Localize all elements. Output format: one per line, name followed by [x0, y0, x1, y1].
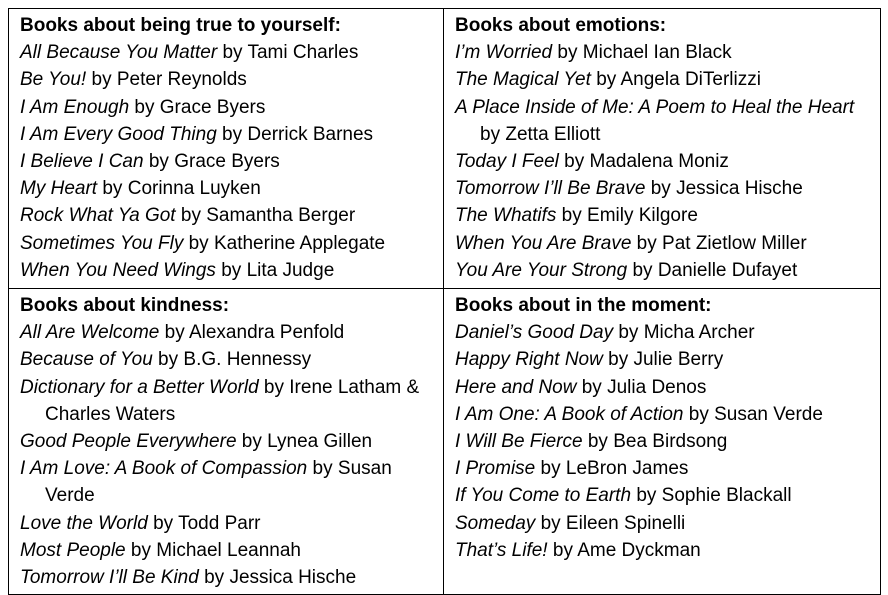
book-entry: [20, 564, 434, 591]
book-title: Happy Right Now: [455, 349, 603, 371]
book-author: Zetta Elliott: [505, 123, 601, 145]
book-entry: [20, 121, 434, 148]
book-entry: [455, 455, 871, 482]
book-entry: [455, 39, 871, 66]
by-connector: by: [204, 567, 225, 589]
book-title: When You Need Wings: [20, 259, 216, 281]
book-title: When You Are Brave: [455, 232, 632, 254]
book-title: Love the World: [20, 512, 148, 534]
book-entry: [455, 401, 871, 428]
table-row: [9, 289, 881, 595]
by-connector: by: [164, 322, 185, 344]
book-title: The Magical Yet: [455, 69, 591, 91]
book-entry: [455, 230, 871, 257]
book-title: The Whatifs: [455, 205, 557, 227]
by-connector: by: [241, 431, 262, 453]
book-author: Sophie Blackall: [661, 485, 792, 507]
book-list: [20, 319, 434, 591]
by-connector: by: [587, 431, 608, 453]
by-connector: by: [564, 151, 585, 173]
by-connector: by: [636, 232, 657, 254]
by-connector: by: [221, 259, 242, 281]
by-connector: by: [581, 376, 602, 398]
book-title: Today I Feel: [455, 151, 559, 173]
by-connector: by: [618, 322, 639, 344]
book-title: All Are Welcome: [20, 322, 160, 344]
book-title: I’m Worried: [455, 42, 553, 64]
by-connector: by: [596, 69, 617, 91]
book-author: Peter Reynolds: [116, 69, 247, 91]
book-entry: [20, 537, 434, 564]
by-connector: by: [632, 259, 653, 281]
book-author: Eileen Spinelli: [565, 512, 686, 534]
section-in-the-moment: [444, 289, 881, 595]
book-title: If You Come to Earth: [455, 485, 632, 507]
book-title: Daniel’s Good Day: [455, 322, 614, 344]
book-entry: [20, 66, 434, 93]
by-connector: by: [263, 376, 284, 398]
book-entry: [455, 346, 871, 373]
book-entry: [455, 319, 871, 346]
by-connector: by: [134, 96, 155, 118]
book-entry: [455, 148, 871, 175]
by-connector: by: [222, 123, 243, 145]
book-author: Michael Leannah: [156, 539, 301, 561]
by-connector: by: [130, 539, 151, 561]
book-entry: [455, 537, 871, 564]
by-connector: by: [540, 458, 561, 480]
book-entry: [455, 202, 871, 229]
book-title: I Will Be Fierce: [455, 431, 583, 453]
by-connector: by: [557, 42, 578, 64]
book-title: Someday: [455, 512, 536, 534]
book-title: Most People: [20, 539, 126, 561]
by-connector: by: [561, 205, 582, 227]
section-heading: Books about emotions:: [455, 15, 667, 36]
book-author: Angela DiTerlizzi: [620, 69, 761, 91]
book-entry: [455, 510, 871, 537]
book-list: [20, 39, 434, 284]
book-title: Good People Everywhere: [20, 431, 237, 453]
by-connector: by: [552, 539, 573, 561]
book-entry: [455, 428, 871, 455]
book-author: Grace Byers: [159, 96, 266, 118]
book-entry: [20, 374, 434, 428]
book-author: Pat Zietlow Miller: [662, 232, 807, 254]
table-row: [9, 9, 881, 289]
book-author: Michael Ian Black: [582, 42, 732, 64]
book-entry: [455, 482, 871, 509]
section-being-true-to-yourself: [9, 9, 444, 289]
book-title: Because of You: [20, 349, 153, 371]
book-title: Tomorrow I’ll Be Brave: [455, 178, 646, 200]
by-connector: by: [102, 178, 123, 200]
book-author: Micha Archer: [643, 322, 755, 344]
book-title: That’s Life!: [455, 539, 548, 561]
section-kindness: [9, 289, 444, 595]
book-entry: [455, 66, 871, 93]
book-title: My Heart: [20, 178, 98, 200]
by-connector: by: [91, 69, 112, 91]
book-author: Samantha Berger: [206, 205, 356, 227]
book-author: Ame Dyckman: [577, 539, 701, 561]
book-author: Irene Latham & Charles Waters: [45, 376, 420, 425]
book-entry: [20, 257, 434, 284]
section-heading: Books about being true to yourself:: [20, 15, 341, 36]
book-title: Here and Now: [455, 376, 577, 398]
book-author: Susan Verde: [714, 403, 823, 425]
book-author: Bea Birdsong: [613, 431, 728, 453]
book-title: A Place Inside of Me: A Poem to Heal the Heart: [455, 96, 855, 118]
book-entry: [20, 319, 434, 346]
book-author: Alexandra Penfold: [188, 322, 345, 344]
book-title: Sometimes You Fly: [20, 232, 184, 254]
book-title: I Am Enough: [20, 96, 130, 118]
book-author: Derrick Barnes: [247, 123, 374, 145]
book-author: Danielle Dufayet: [657, 259, 798, 281]
book-entry: [20, 39, 434, 66]
section-emotions: [444, 9, 881, 289]
book-entry: [20, 346, 434, 373]
book-entry: [20, 428, 434, 455]
book-author: Lita Judge: [246, 259, 335, 281]
by-connector: by: [688, 403, 709, 425]
book-author: Jessica Hische: [676, 178, 803, 200]
book-entry: [455, 175, 871, 202]
by-connector: by: [480, 123, 501, 145]
book-entry: [455, 94, 871, 148]
book-entry: [20, 94, 434, 121]
by-connector: by: [650, 178, 671, 200]
book-title: Tomorrow I’ll Be Kind: [20, 567, 199, 589]
book-title: Dictionary for a Better World: [20, 376, 259, 398]
book-title: I Believe I Can: [20, 151, 144, 173]
book-entry: [455, 257, 871, 284]
by-connector: by: [608, 349, 629, 371]
book-title: I Am Every Good Thing: [20, 123, 217, 145]
book-author: Julia Denos: [607, 376, 707, 398]
book-author: Susan Verde: [45, 458, 392, 507]
by-connector: by: [222, 42, 243, 64]
book-list: [455, 39, 871, 284]
by-connector: by: [180, 205, 201, 227]
by-connector: by: [158, 349, 179, 371]
book-entry: [20, 202, 434, 229]
section-heading: Books about kindness:: [20, 295, 230, 316]
by-connector: by: [188, 232, 209, 254]
by-connector: by: [636, 485, 657, 507]
book-author: Emily Kilgore: [587, 205, 698, 227]
by-connector: by: [153, 512, 174, 534]
book-title: All Because You Matter: [20, 42, 218, 64]
book-title: Rock What Ya Got: [20, 205, 176, 227]
book-entry: [20, 148, 434, 175]
book-entry: [20, 230, 434, 257]
book-author: Julie Berry: [633, 349, 724, 371]
book-title: I Promise: [455, 458, 536, 480]
book-author: Jessica Hische: [229, 567, 357, 589]
book-list-table: [8, 8, 881, 595]
book-author: LeBron James: [565, 458, 689, 480]
book-author: Corinna Luyken: [127, 178, 261, 200]
book-entry: [455, 374, 871, 401]
book-author: Madalena Moniz: [589, 151, 729, 173]
by-connector: by: [540, 512, 561, 534]
book-title: You Are Your Strong: [455, 259, 628, 281]
book-title: Be You!: [20, 69, 87, 91]
book-title: I Am One: A Book of Action: [455, 403, 684, 425]
book-author: Todd Parr: [178, 512, 261, 534]
by-connector: by: [148, 151, 169, 173]
book-title: I Am Love: A Book of Compassion: [20, 458, 308, 480]
book-author: Grace Byers: [174, 151, 280, 173]
book-entry: [20, 175, 434, 202]
by-connector: by: [312, 458, 333, 480]
book-list: [455, 319, 871, 564]
book-entry: [20, 455, 434, 509]
section-heading: Books about in the moment:: [455, 295, 712, 316]
book-entry: [20, 510, 434, 537]
book-author: B.G. Hennessy: [183, 349, 312, 371]
book-author: Tami Charles: [247, 42, 359, 64]
book-author: Katherine Applegate: [213, 232, 386, 254]
book-author: Lynea Gillen: [267, 431, 373, 453]
